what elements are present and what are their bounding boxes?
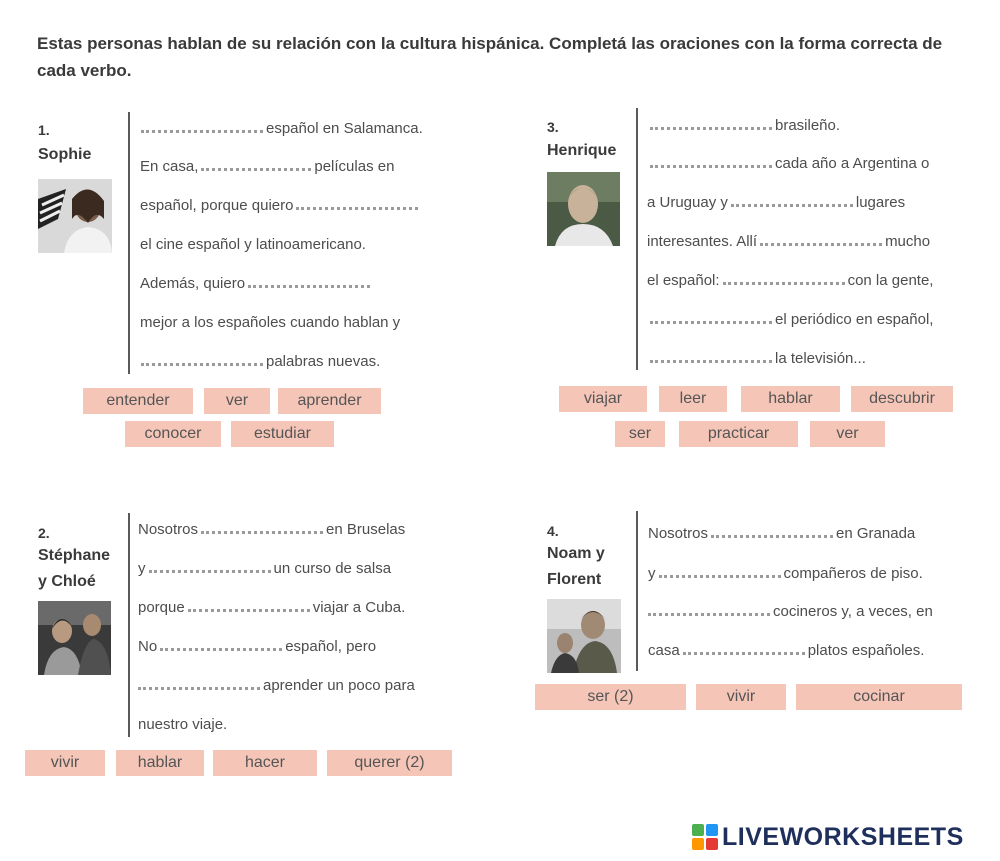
chip-vivir[interactable]: vivir xyxy=(25,750,105,776)
chip-leer[interactable]: leer xyxy=(659,386,727,412)
blank-input[interactable] xyxy=(683,642,805,655)
blank-input[interactable] xyxy=(760,233,882,246)
chip-viajar[interactable]: viajar xyxy=(559,386,647,412)
logo-blocks-icon xyxy=(692,824,718,850)
p3-line-6: el periódico en español, xyxy=(647,311,933,328)
chip-ver[interactable]: ver xyxy=(810,421,885,447)
logo-text: LIVEWORKSHEETS xyxy=(722,822,964,851)
person-4-name-line-1: Noam y xyxy=(547,545,605,562)
stephane-chloe-photo xyxy=(38,601,111,675)
p3-line-4: interesantes. Allí mucho xyxy=(647,233,931,250)
p1-line-3: español, porque quiero xyxy=(140,197,421,214)
blank-input[interactable] xyxy=(723,272,845,285)
blank-input[interactable] xyxy=(201,521,323,534)
person-4-number: 4. xyxy=(547,523,559,539)
blank-input[interactable] xyxy=(650,155,772,168)
blank-input[interactable] xyxy=(648,603,770,616)
p2-line-2: y un curso de salsa xyxy=(138,560,392,577)
p1-line-6: mejor a los españoles cuando hablan y xyxy=(140,314,401,331)
sophie-photo xyxy=(38,179,112,253)
person-2-name-line-1: Stéphane xyxy=(38,547,111,564)
p2-line-5: aprender un poco para xyxy=(135,677,415,694)
p4-line-2: y compañeros de piso. xyxy=(648,565,923,582)
chip-querer[interactable]: querer (2) xyxy=(327,750,452,776)
person-1-name: Sophie xyxy=(38,146,92,163)
chip-vivir[interactable]: vivir xyxy=(696,684,786,710)
p3-line-2: cada año a Argentina o xyxy=(647,155,929,172)
person-3-number: 3. xyxy=(547,119,559,135)
divider-1 xyxy=(128,112,130,374)
divider-3 xyxy=(636,108,638,370)
liveworksheets-logo xyxy=(692,822,964,852)
p3-line-1: brasileño. xyxy=(647,117,840,134)
chip-ver[interactable]: ver xyxy=(204,388,270,414)
p1-line-2: En casa, películas en xyxy=(140,158,395,175)
p4-line-3: cocineros y, a veces, en xyxy=(645,603,933,620)
divider-2 xyxy=(128,513,130,737)
blank-input[interactable] xyxy=(149,560,271,573)
chip-practicar[interactable]: practicar xyxy=(679,421,798,447)
chip-hacer[interactable]: hacer xyxy=(213,750,317,776)
blank-input[interactable] xyxy=(160,638,282,651)
p3-line-3: a Uruguay y lugares xyxy=(647,194,906,211)
chip-descubrir[interactable]: descubrir xyxy=(851,386,953,412)
blank-input[interactable] xyxy=(650,311,772,324)
noam-florent-photo xyxy=(547,599,621,673)
p1-line-7: palabras nuevas. xyxy=(138,353,380,370)
blank-input[interactable] xyxy=(650,350,772,363)
p2-line-4: No español, pero xyxy=(138,638,377,655)
p4-line-1: Nosotros en Granada xyxy=(648,525,916,542)
blank-input[interactable] xyxy=(141,120,263,133)
blank-input[interactable] xyxy=(711,525,833,538)
chip-entender[interactable]: entender xyxy=(83,388,193,414)
blank-input[interactable] xyxy=(141,353,263,366)
person-2-name-line-2: y Chloé xyxy=(38,573,96,590)
blank-input[interactable] xyxy=(201,158,311,171)
chip-cocinar[interactable]: cocinar xyxy=(796,684,962,710)
blank-input[interactable] xyxy=(188,599,310,612)
chip-ser[interactable]: ser xyxy=(615,421,665,447)
person-3-name: Henrique xyxy=(547,142,617,159)
chip-estudiar[interactable]: estudiar xyxy=(231,421,334,447)
chip-conocer[interactable]: conocer xyxy=(125,421,221,447)
p1-line-5: Además, quiero xyxy=(140,275,373,292)
chip-hablar[interactable]: hablar xyxy=(741,386,840,412)
p2-line-6: nuestro viaje. xyxy=(138,716,228,733)
person-4-name-line-2: Florent xyxy=(547,571,602,588)
chip-hablar[interactable]: hablar xyxy=(116,750,204,776)
p1-line-4: el cine español y latinoamericano. xyxy=(140,236,366,253)
p2-line-3: porque viajar a Cuba. xyxy=(138,599,406,616)
blank-input[interactable] xyxy=(248,275,370,288)
person-1-number: 1. xyxy=(38,122,50,138)
chip-ser[interactable]: ser (2) xyxy=(535,684,686,710)
p2-line-1: Nosotros en Bruselas xyxy=(138,521,406,538)
blank-input[interactable] xyxy=(296,197,418,210)
p3-line-7: la televisión... xyxy=(647,350,866,367)
divider-4 xyxy=(636,511,638,671)
henrique-photo xyxy=(547,172,620,246)
blank-input[interactable] xyxy=(659,565,781,578)
chip-aprender[interactable]: aprender xyxy=(278,388,381,414)
blank-input[interactable] xyxy=(650,117,772,130)
p3-line-5: el español: con la gente, xyxy=(647,272,934,289)
blank-input[interactable] xyxy=(731,194,853,207)
p1-line-1: español en Salamanca. xyxy=(138,120,423,137)
p4-line-4: casa platos españoles. xyxy=(648,642,925,659)
instructions: Estas personas hablan de su relación con la cultura hispánica. Completá las oraciones con la forma correcta de cada verbo. xyxy=(37,34,943,80)
blank-input[interactable] xyxy=(138,677,260,690)
person-2-number: 2. xyxy=(38,525,50,541)
